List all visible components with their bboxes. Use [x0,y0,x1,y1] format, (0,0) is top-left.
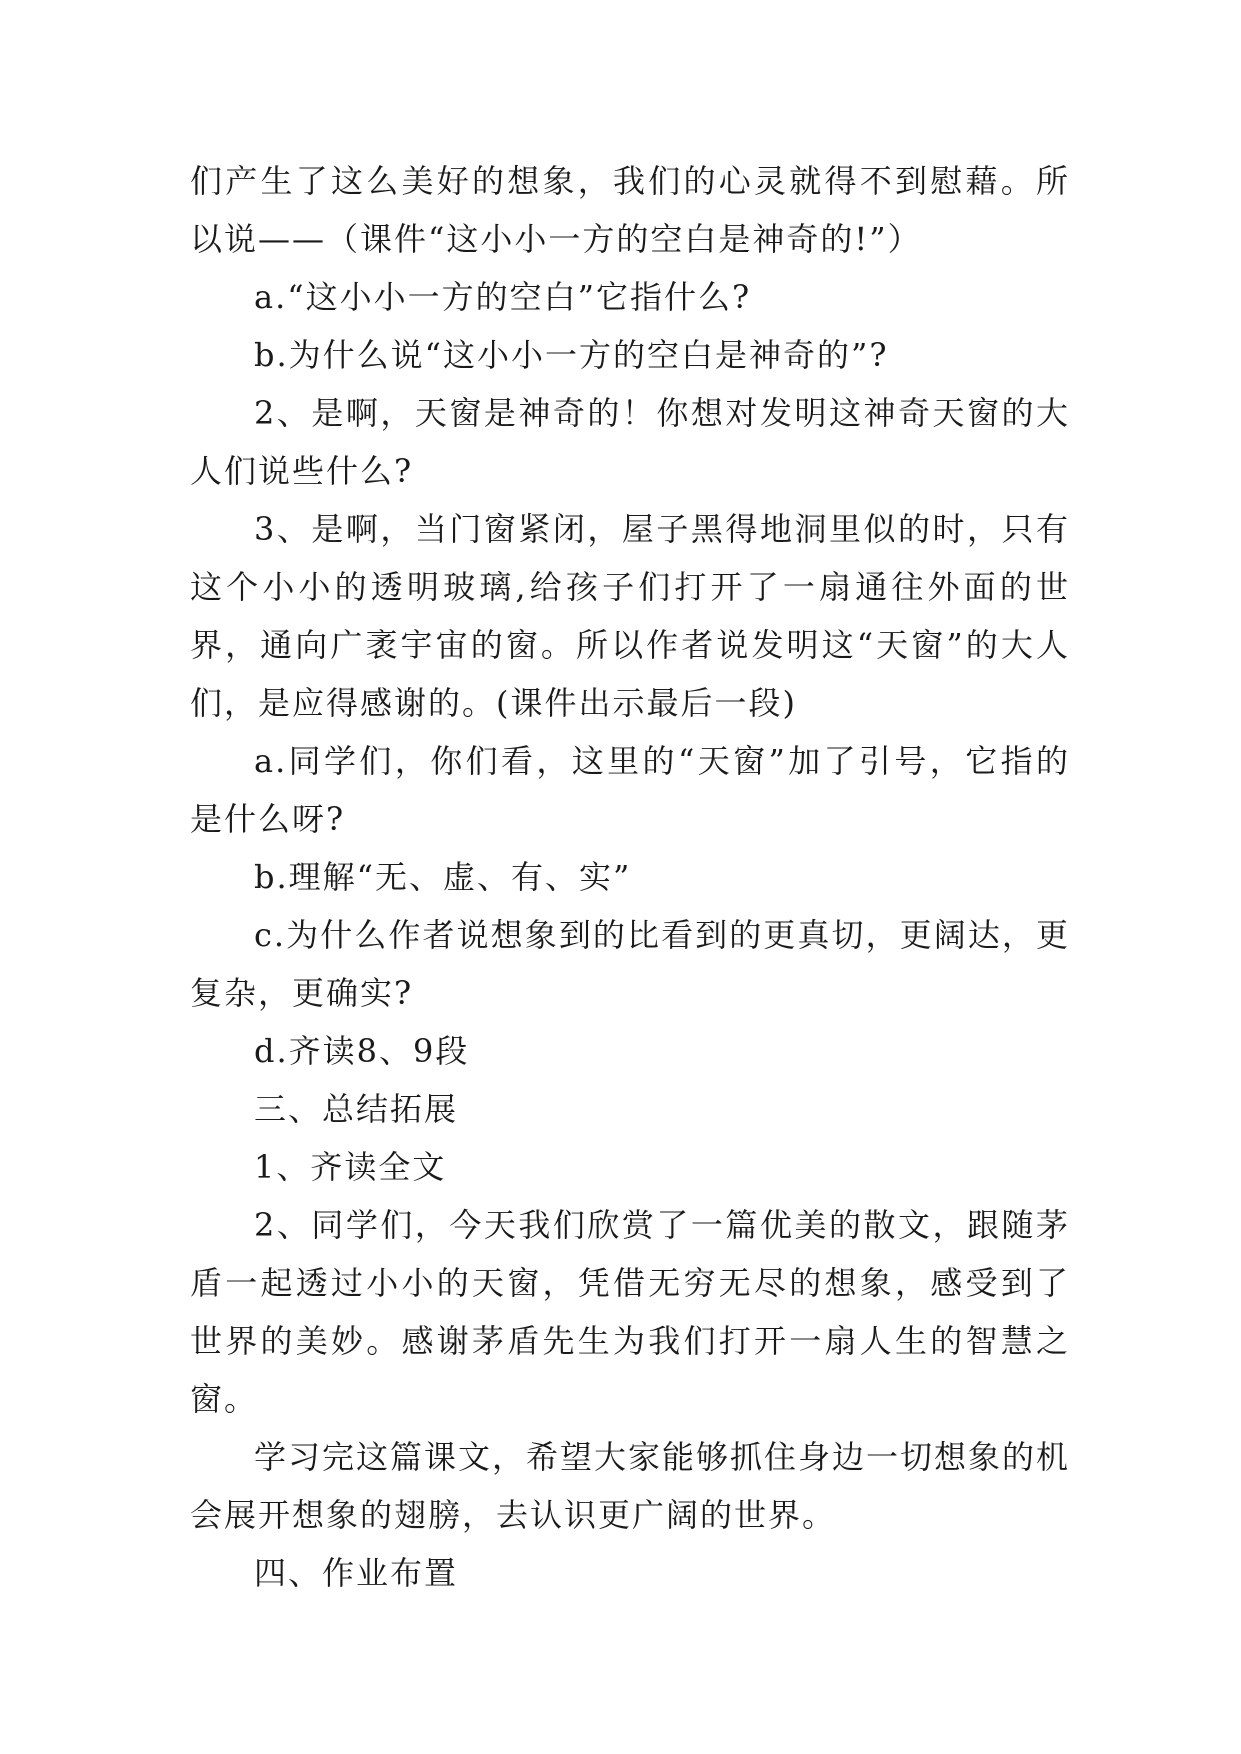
paragraph: 3、是啊，当门窗紧闭，屋子黑得地洞里似的时，只有这个小小的透明玻璃,给孩子们打开了一扇通往外面的世界，通向广袤宇宙的窗。所以作者说发明这“天窗”的大人们，是应得感谢的。(课件出示最后一段) [190,510,1070,722]
paragraph: 学习完这篇课文，希望大家能够抓住身边一切想象的机会展开想象的翅膀，去认识更广阔的世界。 [190,1438,1071,1534]
paragraph: 们产生了这么美好的想象，我们的心灵就得不到慰藉。所以说——（课件“这小小一方的空白是神奇的!”） [190,162,1070,258]
section-heading: 三、总结拓展 [254,1090,459,1128]
paragraph: a.同学们，你们看，这里的“天窗”加了引号，它指的是什么呀? [190,742,1070,838]
paragraph: b.为什么说“这小小一方的空白是神奇的”? [254,336,889,374]
paragraph: b.理解“无、虚、有、实” [254,858,632,896]
paragraph: 2、是啊，天窗是神奇的！你想对发明这神奇天窗的大人们说些什么? [190,394,1070,490]
section-heading: 四、作业布置 [254,1554,459,1592]
paragraph: c.为什么作者说想象到的比看到的更真切，更阔达，更复杂，更确实? [190,916,1070,1012]
document-page [190,152,1070,1602]
paragraph: 2、同学们，今天我们欣赏了一篇优美的散文，跟随茅盾一起透过小小的天窗，凭借无穷无尽的想象，感受到了世界的美妙。感谢茅盾先生为我们打开一扇人生的智慧之窗。 [190,1206,1070,1418]
paragraph: a.“这小小一方的空白”它指什么? [254,278,752,316]
paragraph: 1、齐读全文 [254,1148,447,1186]
paragraph: d.齐读8、9段 [254,1032,470,1070]
